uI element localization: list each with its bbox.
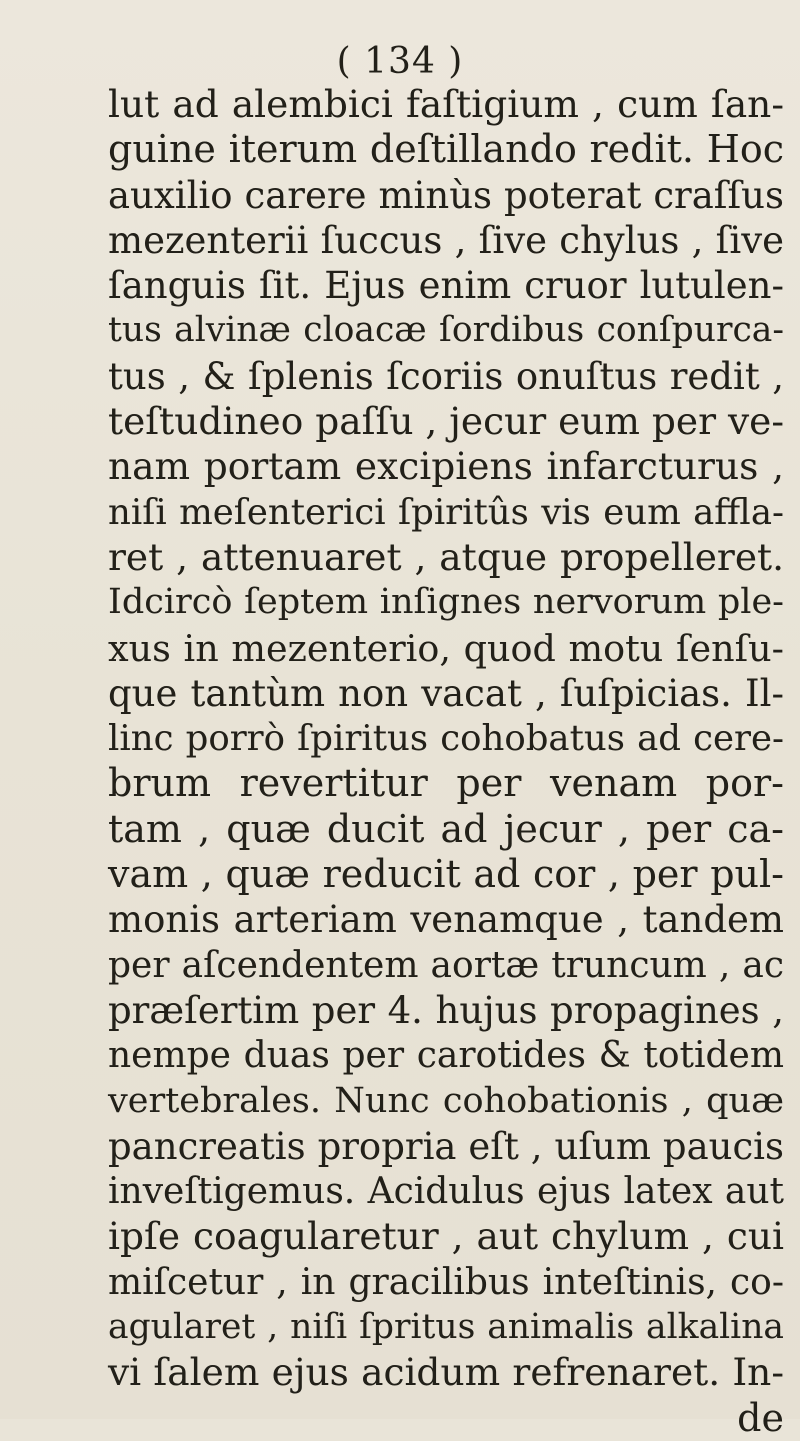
body-text <box>108 82 784 1441</box>
text-line: monis arteriam venamque , tandem <box>108 898 784 942</box>
text-line: agularet , niſi ſpritus animalis alkalina <box>108 1307 784 1348</box>
text-line: per aſcendentem aortæ truncum , ac <box>108 944 784 986</box>
text-line: mezenterii ſuccus , ſive chylus , ſive <box>108 218 784 262</box>
text-line: xus in mezenterio, quod motu ſenſu- <box>108 626 784 670</box>
text-line: ipſe coagularetur , aut chylum , cui <box>108 1214 784 1259</box>
text-line: Idcircò ſeptem inſignes nervorum ple- <box>108 582 784 623</box>
text-line: linc porrò ſpiritus cohobatus ad cere- <box>108 718 784 760</box>
text-line: inveſtigemus. Acidulus ejus latex aut <box>108 1171 784 1213</box>
text-line: miſcetur , in gracilibus inteſtinis, co- <box>108 1261 784 1303</box>
text-line: ſanguis ſit. Ejus enim cruor lutulen- <box>108 264 784 308</box>
text-line: ret , attenuaret , atque propelleret. <box>108 534 784 579</box>
text-line: tus alvinæ cloacæ ſordibus conſpurca- <box>108 310 784 351</box>
text-line: que tantùm non vacat , ſuſpicias. Il- <box>108 671 784 715</box>
text-line: brum revertitur per venam por- <box>108 761 784 806</box>
page-number: ( 134 ) <box>336 41 464 82</box>
text-line: niſi meſenterici ſpiritûs vis eum affla- <box>108 491 784 533</box>
text-line: tus , & ſplenis ſcoriis onuſtus redit , <box>108 354 784 398</box>
text-line: auxilio carere minùs poterat craſſus <box>108 173 784 217</box>
text-line: vertebrales. Nunc cohobationis , quæ <box>108 1080 784 1121</box>
text-line: pancreatis propria eſt , uſum paucis <box>108 1124 784 1168</box>
text-line: tam , quæ ducit ad jecur , per ca- <box>108 806 784 851</box>
text-line: nam portam excipiens infarcturus , <box>108 444 784 489</box>
catchword: de <box>737 1395 784 1440</box>
text-line: guine iterum deſtillando redit. Hoc <box>108 127 784 172</box>
text-line: lut ad alembici faſtigium , cum ſan- <box>108 82 784 126</box>
text-line: vam , quæ reducit ad cor , per pul- <box>108 852 784 897</box>
text-line: nempe duas per carotides & totidem <box>108 1035 784 1077</box>
text-line: vi ſalem ejus acidum refrenaret. In- <box>108 1350 784 1395</box>
text-line: teſtudineo paſſu , jecur eum per ve- <box>108 399 784 444</box>
text-line: præſertim per 4. hujus propagines , <box>108 988 784 1032</box>
